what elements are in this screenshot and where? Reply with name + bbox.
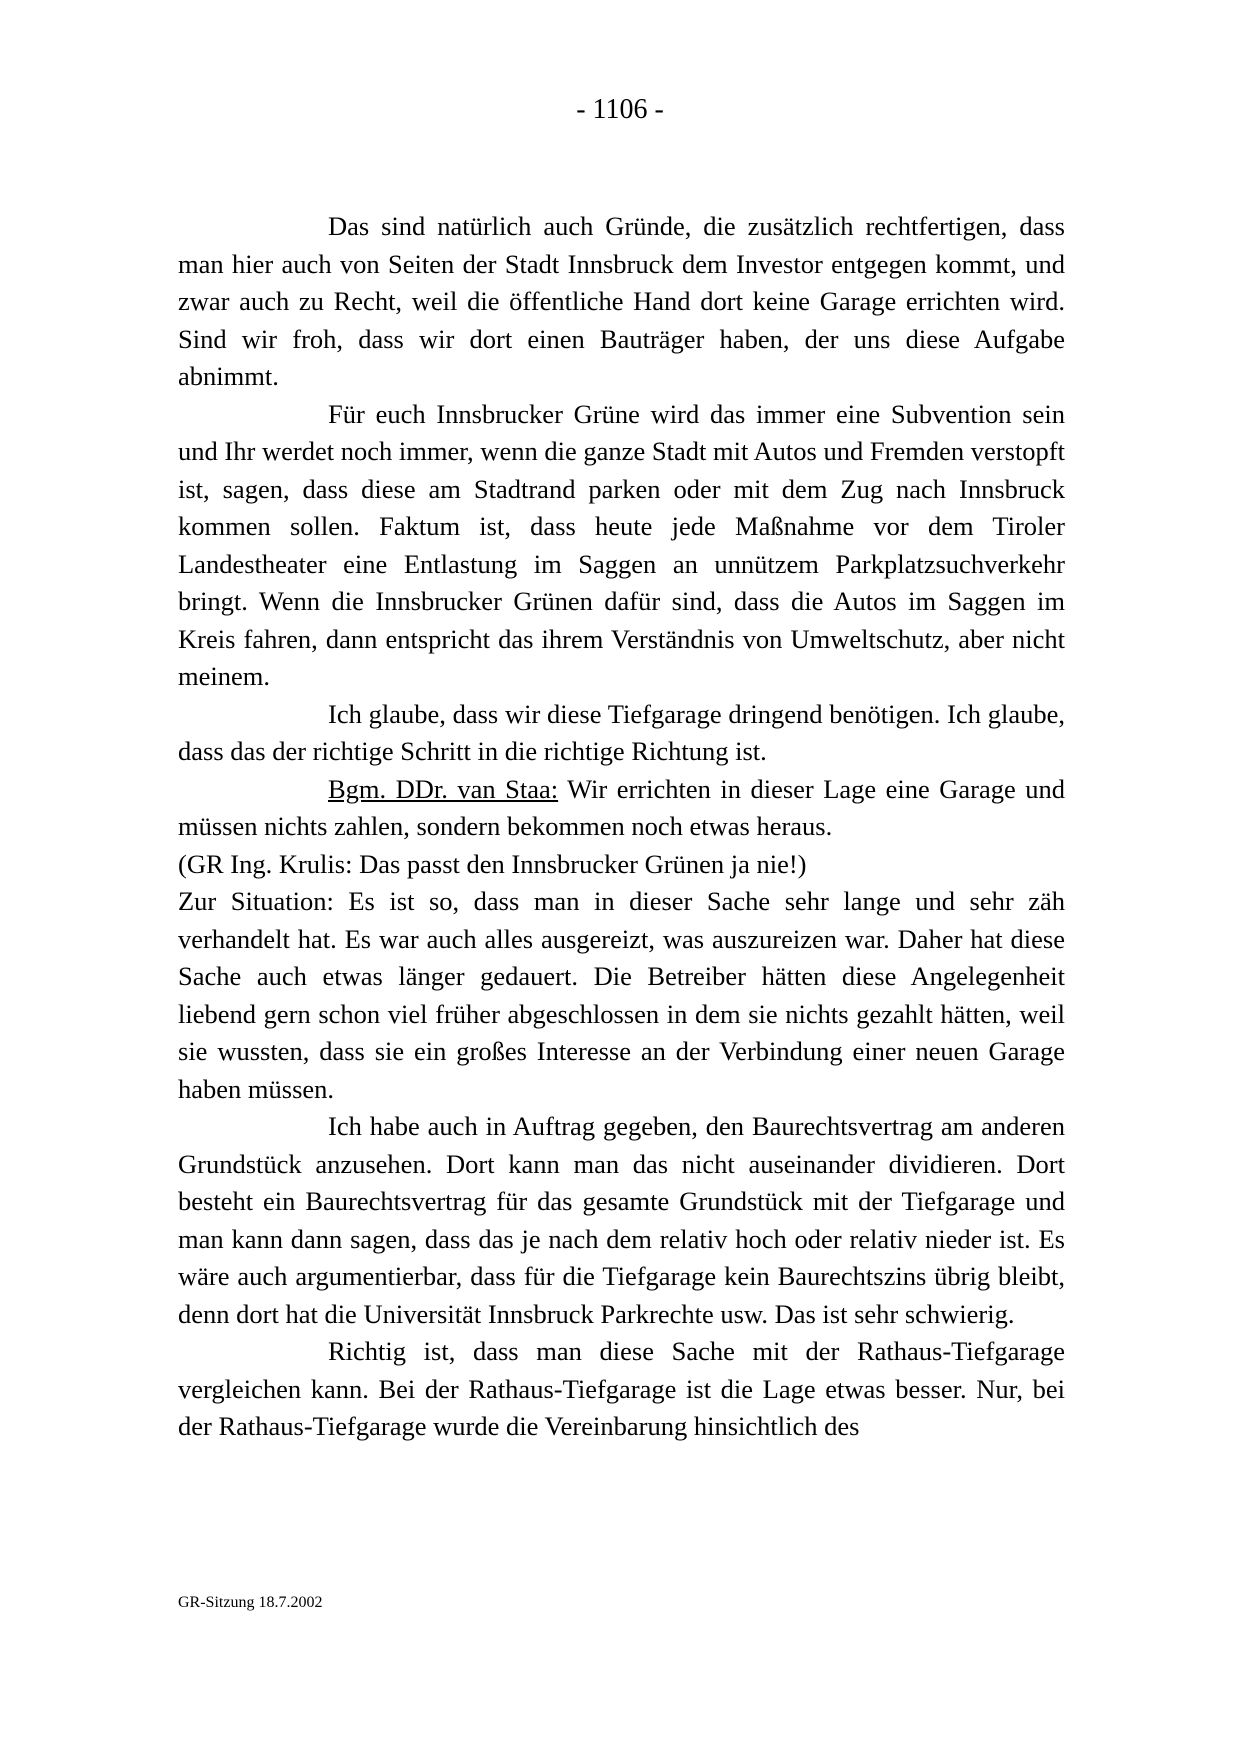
- interjection: (GR Ing. Krulis: Das passt den Innsbrucker Grünen ja nie!): [178, 848, 807, 879]
- paragraph: Richtig ist, dass man diese Sache mit der Rathaus-Tiefgarage vergleichen kann. Bei der Rathaus-Tiefgarage ist die Lage etwas besser. Nur, bei der Rathaus-Tiefgarage wurde die Vereinbarung hinsichtlich des: [178, 1336, 1065, 1441]
- speaker-name: Bgm. DDr. van Staa:: [328, 773, 559, 804]
- speaker-paragraph: [178, 771, 1065, 846]
- body-text: [178, 208, 1065, 1446]
- speaker-text: Wir errichten in dieser Lage eine Garage und müssen nichts zahlen, sondern bekommen noch etwas heraus.: [178, 773, 1065, 841]
- paragraph: Für euch Innsbrucker Grüne wird das immer eine Subvention sein und Ihr werdet noch immer, wenn die ganze Stadt mit Autos und Fremden verstopft ist, sagen, dass diese am Stadtrand parken oder mit dem Zug nach Innsbruck kommen sollen. Faktum ist, dass heute jede Maßnahme vor dem Tiroler Landestheater eine Entlastung im Saggen an unnützem Parkplatzsuchverkehr bringt. Wenn die Innsbrucker Grünen dafür sind, dass die Autos im Saggen im Kreis fahren, dann entspricht das ihrem Verständnis von Umweltschutz, aber nicht meinem.: [178, 398, 1065, 691]
- paragraph: Zur Situation: Es ist so, dass man in dieser Sache sehr lange und sehr zäh verhandelt hat. Es war auch alles ausgereizt, was auszureizen war. Daher hat diese Sache auch etwas länger gedauert. Die Betreiber hätten diese Angelegenheit liebend gern schon viel früher abgeschlossen in dem sie nichts gezahlt hätten, weil sie wussten, dass sie ein großes Interesse an der Verbindung einer neuen Garage haben müssen.: [178, 886, 1065, 1104]
- paragraph: Ich habe auch in Auftrag gegeben, den Baurechtsvertrag am anderen Grundstück anzusehen. Dort kann man das nicht auseinander dividieren. Dort besteht ein Baurechtsvertrag für das gesamte Grundstück mit der Tiefgarage und man kann dann sagen, dass das je nach dem relativ hoch oder relativ nieder ist. Es wäre auch argumentierbar, dass für die Tiefgarage kein Baurechtszins übrig bleibt, denn dort hat die Universität Innsbruck Parkrechte usw. Das ist sehr schwierig.: [178, 1111, 1065, 1329]
- page-number: - 1106 -: [576, 94, 664, 125]
- footer-session: GR-Sitzung 18.7.2002: [178, 1594, 323, 1611]
- paragraph: Ich glaube, dass wir diese Tiefgarage dringend benötigen. Ich glaube, dass das der richtige Schritt in die richtige Richtung ist.: [178, 698, 1065, 766]
- paragraph: Das sind natürlich auch Gründe, die zusätzlich rechtfertigen, dass man hier auch von Seiten der Stadt Innsbruck dem Investor entgegen kommt, und zwar auch zu Recht, weil die öffentliche Hand dort keine Garage errichten wird. Sind wir froh, dass wir dort einen Bauträger haben, der uns diese Aufgabe abnimmt.: [178, 211, 1065, 391]
